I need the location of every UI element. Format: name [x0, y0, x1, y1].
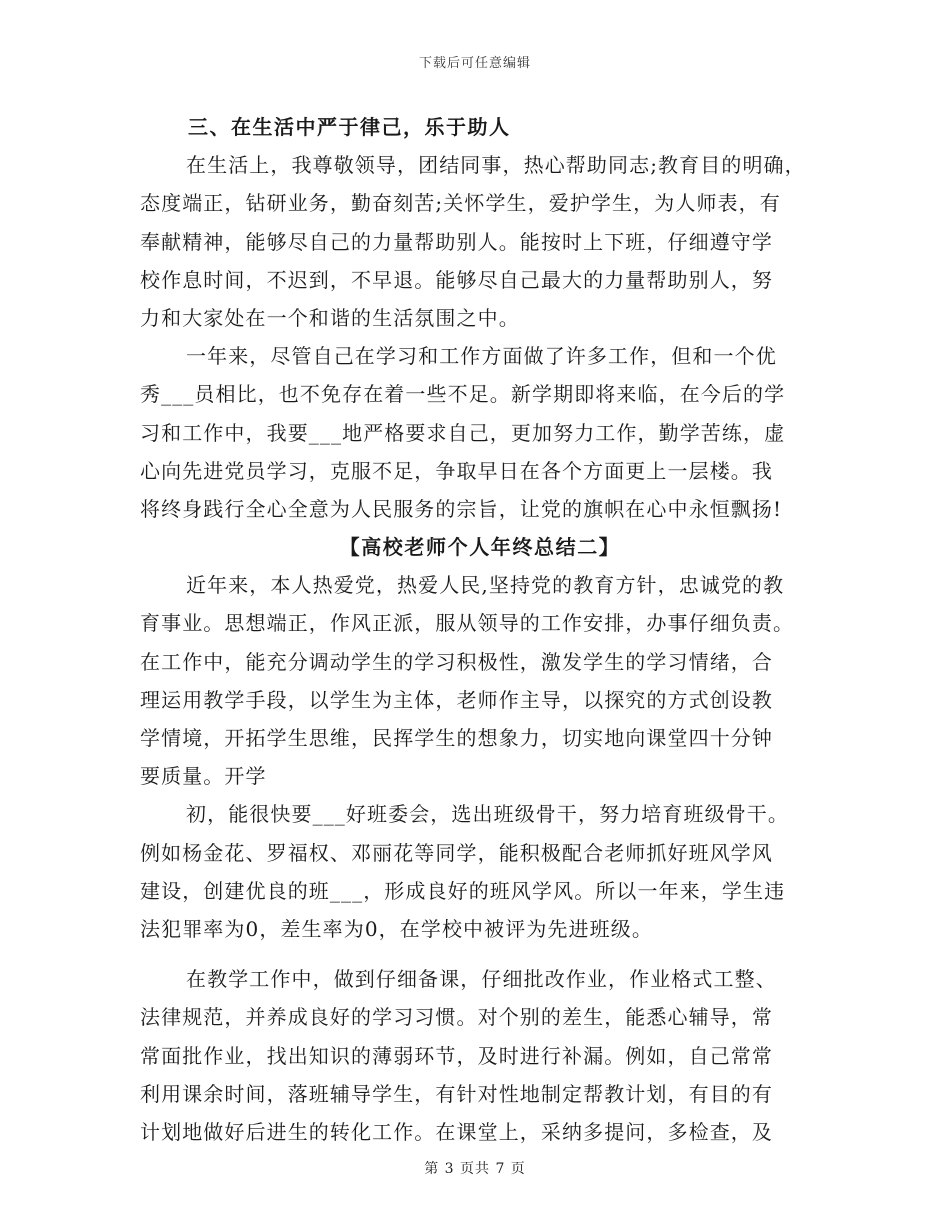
paragraph-line: 学情境，开拓学生思维，民挥学生的想象力，切实地向课堂四十分钟 — [140, 726, 773, 750]
part-two-title: 【高校老师个人年终总结二】 — [339, 535, 621, 560]
paragraph-line: 法律规范，并养成良好的学习习惯。对个别的差生，能悉心辅导，常 — [140, 1005, 773, 1030]
paragraph-line: 例如杨金花、罗福权、邓丽花等同学，能积极配合老师抓好班风学风 — [140, 840, 773, 865]
paragraph-line: 要质量。开学 — [140, 764, 267, 789]
paragraph-line: 校作息时间，不迟到，不早退。能够尽自己最大的力量帮助别人，努 — [140, 267, 773, 292]
paragraph-line: 奉献精神，能够尽自己的力量帮助别人。能按时上下班，仔细遵守学 — [140, 229, 773, 254]
page-header-note: 下载后可任意编辑 — [418, 56, 531, 71]
paragraph-line: 态度端正，钻研业务，勤奋刻苦;关怀学生，爱护学生，为人师表，有 — [140, 191, 781, 216]
paragraph-line: 育事业。思想端正，作风正派，服从领导的工作安排，办事仔细负责。 — [140, 611, 795, 636]
paragraph-line: 习和工作中，我要___地严格要求自己，更加努力工作，勤学苦练，虚 — [140, 420, 786, 445]
paragraph-line: 利用课余时间，落班辅导学生，有针对性地制定帮教计划，有目的有 — [140, 1081, 773, 1106]
paragraph-line: 常面批作业，找出知识的薄弱环节，及时进行补漏。例如，自己常常 — [140, 1043, 773, 1068]
section-heading: 三、在生活中严于律己，乐于助人 — [188, 115, 511, 139]
paragraph-line: 在工作中，能充分调动学生的学习积极性，激发学生的学习情绪，合 — [140, 649, 773, 674]
paragraph-line: 力和大家处在一个和谐的生活氛围之中。 — [140, 305, 520, 330]
paragraph-line: 一年来，尽管自己在学习和工作方面做了许多工作，但和一个优 — [186, 344, 777, 369]
paragraph-line: 秀___员相比，也不免存在着一些不足。新学期即将来临，在今后的学 — [140, 382, 786, 407]
paragraph-line: 建设，创建优良的班___，形成良好的班风学风。所以一年来，学生违 — [140, 878, 786, 903]
paragraph-line: 理运用教学手段，以学生为主体，老师作主导，以探究的方式创设教 — [140, 687, 773, 712]
paragraph-line: 将终身践行全心全意为人民服务的宗旨，让党的旗帜在心中永恒飘扬! — [140, 496, 783, 521]
paragraph-line: 近年来，本人热爱党，热爱人民,坚持党的教育方针，忠诚党的教 — [186, 573, 785, 598]
paragraph-line: 在生活上，我尊敬领导，团结同事，热心帮助同志;教育目的明确， — [186, 153, 806, 178]
paragraph-gap — [140, 948, 820, 960]
paragraph-line: 计划地做好后进生的转化工作。在课堂上，采纳多提问，多检查，及 — [140, 1119, 773, 1144]
page-number-footer: 第 3 页共 7 页 — [424, 1161, 526, 1177]
paragraph-line: 初，能很快要___好班委会，选出班级骨干，努力培育班级骨干。 — [186, 802, 789, 827]
paragraph-line: 心向先进党员学习，克服不足，争取早日在各个方面更上一层楼。我 — [140, 458, 773, 483]
paragraph-line: 法犯罪率为0，差生率为0，在学校中被评为先进班级。 — [140, 916, 653, 941]
document-body — [140, 108, 820, 1151]
paragraph-line: 在教学工作中，做到仔细备课，仔细批改作业，作业格式工整、 — [186, 967, 777, 992]
